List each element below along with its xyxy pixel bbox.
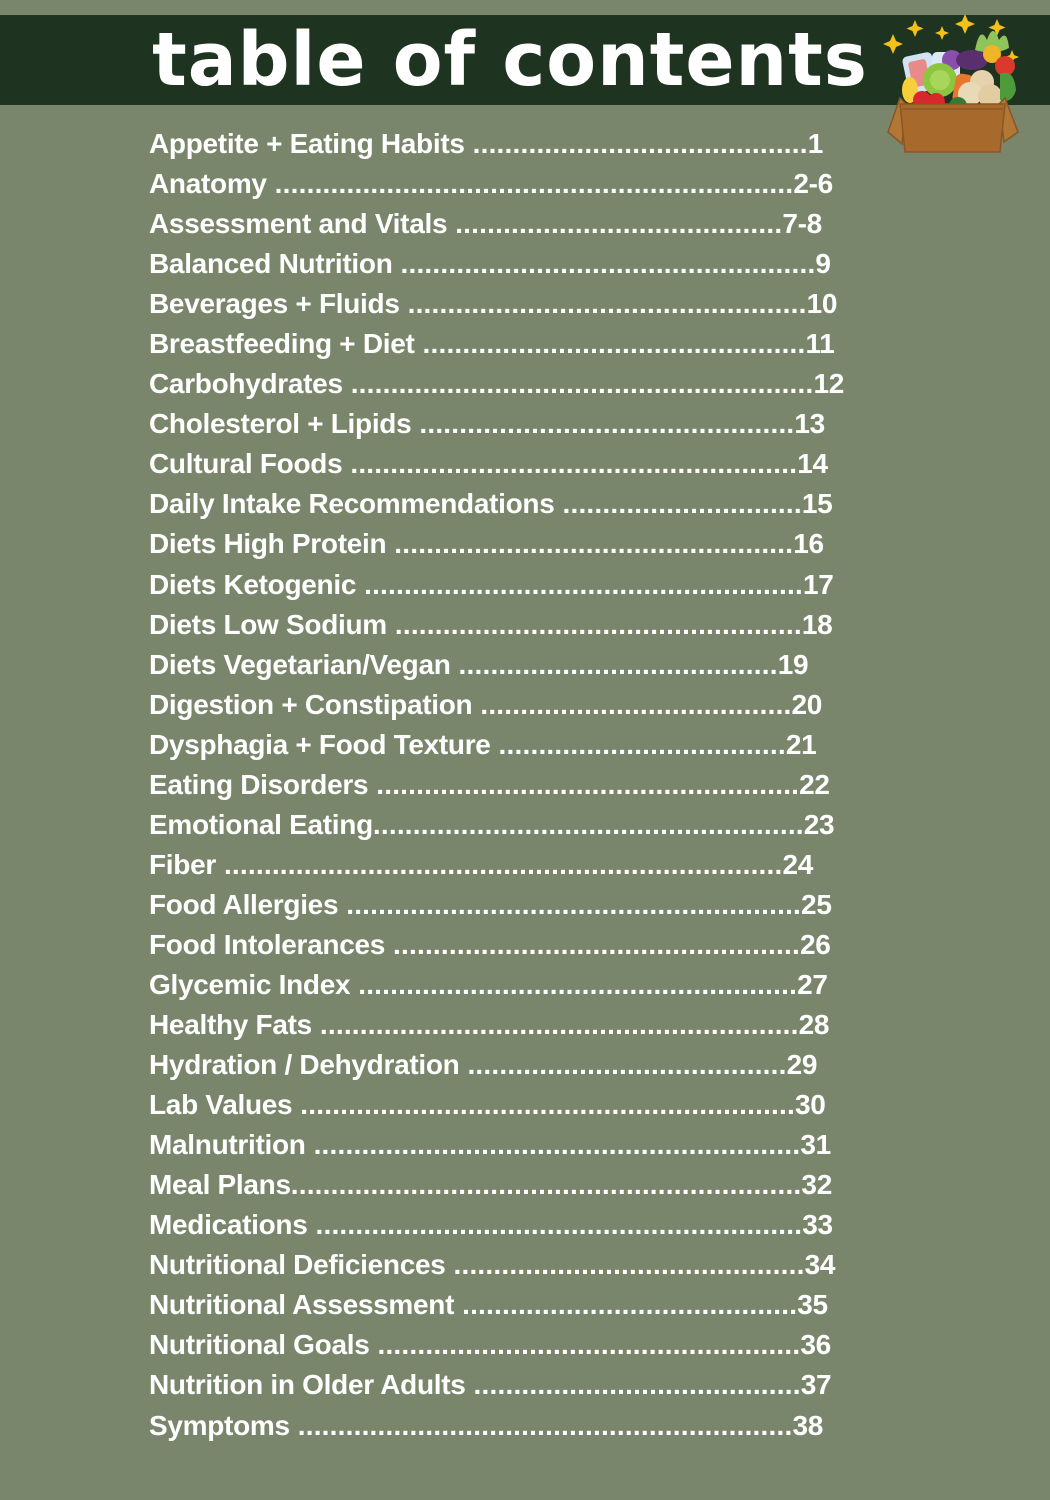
toc-entry-breastfeeding-diet[interactable] [149,324,889,364]
toc-entry-dysphagia[interactable] [149,725,889,765]
dot-leader: .............................................................. [292,1089,795,1121]
dot-leader: ............................................................. [307,1209,803,1241]
toc-entry-lab-values[interactable] [149,1085,889,1125]
toc-label: Cholesterol + Lipids [149,408,412,440]
toc-page-number: 11 [805,328,835,360]
toc-entry-diets-ketogenic[interactable] [149,565,889,605]
toc-page-number: 35 [797,1289,828,1321]
toc-entry-nutritional-deficiences[interactable] [149,1245,889,1285]
produce-box-icon [880,12,1025,160]
dot-leader: ....................................................... [356,568,803,600]
toc-page-number: 7-8 [782,208,822,240]
toc-entry-appetite[interactable] [149,124,889,164]
dot-leader: ........................................ [450,648,778,680]
toc-entry-food-allergies[interactable] [149,885,889,925]
toc-entry-cholesterol-lipids[interactable] [149,404,889,444]
toc-page-number: 23 [803,808,835,840]
toc-entry-diets-low-sodium[interactable] [149,605,889,645]
toc-label: Breastfeeding + Diet [149,328,415,360]
toc-entry-digestion[interactable] [149,685,889,725]
toc-entry-healthy-fats[interactable] [149,1005,889,1045]
toc-entry-glycemic-index[interactable] [149,965,889,1005]
dot-leader: ....................................................... [350,968,798,1000]
toc-label: Diets Vegetarian/Vegan [149,648,451,680]
dot-leader: ................................................................ [290,1169,802,1201]
toc-entry-assessment-vitals[interactable] [149,204,889,244]
dot-leader: ......................................... [465,1369,801,1401]
toc-page-number: 36 [800,1329,831,1361]
dot-leader: ................................................... [385,928,800,960]
toc-label: Digestion + Constipation [149,688,473,720]
dot-leader: ................................................ [414,328,806,360]
dot-leader: ...................................................................... [215,848,783,880]
toc-page-number: 15 [801,488,833,520]
toc-entry-fiber[interactable] [149,845,889,885]
toc-entry-diets-vegetarian[interactable] [149,645,889,685]
toc-label: Food Intolerances [149,928,386,960]
toc-page-number: 1 [807,128,824,159]
toc-page-number: 28 [798,1009,830,1041]
toc-page-number: 31 [800,1129,831,1161]
dot-leader: ......................................... [447,208,783,240]
toc-page-number: 32 [801,1169,832,1201]
toc-label: Diets Ketogenic [149,568,357,600]
toc-page-number: 18 [801,608,833,640]
dot-leader: .......................................... [454,1289,798,1321]
dot-leader: .......................................... [464,128,808,159]
toc-entry-hydration[interactable] [149,1045,889,1085]
toc-page-number: 26 [799,928,831,960]
toc-label: Hydration / Dehydration [149,1049,460,1081]
toc-label: Beverages + Fluids [149,288,400,320]
toc-page-number: 12 [813,368,845,400]
dot-leader: .................................................. [386,528,794,560]
toc-page-number: 21 [785,728,817,760]
toc-label: Diets Low Sodium [149,608,387,640]
dot-leader: ........................................ [459,1049,787,1081]
toc-label: Food Allergies [149,888,339,920]
dot-leader: .............................. [554,488,802,520]
toc-label: Nutritional Deficiences [149,1249,446,1281]
toc-label: Dysphagia + Food Texture [149,728,491,760]
toc-label: Cultural Foods [149,448,343,480]
toc-entry-cultural-foods[interactable] [149,444,889,484]
toc-label: Fiber [149,848,216,880]
toc-page-number: 19 [777,648,809,680]
toc-label: Nutrition in Older Adults [149,1369,466,1401]
toc-page-number: 29 [786,1049,818,1081]
toc-entry-meal-plans[interactable] [149,1165,889,1205]
toc-page-number: 30 [795,1089,826,1121]
toc-entry-nutritional-assessment[interactable] [149,1285,889,1325]
toc-label: Eating Disorders [149,768,369,800]
dot-leader: ......................................................... [338,888,802,920]
toc-label: Glycemic Index [149,968,351,1000]
toc-page-number: 14 [797,448,828,480]
toc-label: Daily Intake Recommendations [149,488,555,520]
toc-label: Emotional Eating [149,808,373,840]
toc-label: Medications [149,1209,308,1241]
toc-page-number: 33 [802,1209,833,1241]
dot-leader: .................................................. [399,288,807,320]
toc-page-number: 10 [806,288,838,320]
toc-page-number: 9 [815,248,831,280]
toc-entry-diets-high-protein[interactable] [149,524,889,564]
toc-entry-eating-disorders[interactable] [149,765,889,805]
dot-leader: ..................................................... [369,1329,801,1361]
toc-label: Assessment and Vitals [149,208,448,240]
dot-leader: .............................................................. [289,1409,793,1441]
toc-label: Healthy Fats [149,1009,312,1041]
page-title: table of contents [152,17,868,103]
toc-entry-beverages-fluids[interactable] [149,284,889,324]
toc-page-number: 38 [792,1409,823,1441]
toc-entry-balanced-nutrition[interactable] [149,244,889,284]
toc-label: Malnutrition [149,1129,306,1161]
toc-entry-food-intolerances[interactable] [149,925,889,965]
dot-leader: .......................................................... [342,368,814,400]
dot-leader: ........................................................ [342,448,798,480]
toc-label: Anatomy [149,168,267,200]
toc-label: Diets High Protein [149,528,387,560]
toc-page-number: 22 [799,768,830,800]
toc-label: Nutritional Goals [149,1329,370,1361]
dot-leader: ............................................... [411,408,795,440]
toc-page-number: 34 [804,1249,836,1281]
dot-leader: ............................................ [445,1249,805,1281]
toc-label: Carbohydrates [149,368,343,400]
toc-label: Balanced Nutrition [149,248,393,280]
dot-leader: ..................................................... [368,768,800,800]
toc-page-number: 27 [797,968,828,1000]
toc-label: Symptoms [149,1409,290,1441]
dot-leader: .................................................... [392,248,816,280]
dot-leader: ................................................................. [266,168,794,200]
toc-page-number: 13 [794,408,825,440]
toc-list [149,124,889,1446]
dot-leader: ............................................................ [311,1009,799,1041]
toc-entry-daily-intake[interactable] [149,484,889,524]
toc-entry-anatomy[interactable] [149,164,889,204]
dot-leader: ...................................................... [372,808,804,840]
toc-entry-older-adults[interactable] [149,1365,889,1405]
toc-page-number: 20 [791,688,823,720]
toc-label: Lab Values [149,1089,293,1121]
toc-page-number: 2-6 [793,168,833,200]
toc-page-number: 37 [800,1369,832,1401]
toc-page-number: 17 [802,568,834,600]
toc-label: Appetite + Eating Habits [149,128,465,159]
toc-label: Meal Plans [149,1169,291,1201]
toc-entry-symptoms[interactable] [149,1406,889,1446]
dot-leader: ....................................... [472,688,792,720]
toc-entry-nutritional-goals[interactable] [149,1325,889,1365]
dot-leader: .................................... [490,728,786,760]
toc-page-number: 16 [793,528,824,560]
toc-entry-emotional-eating[interactable] [149,805,889,845]
toc-entry-carbohydrates[interactable] [149,364,889,404]
toc-page-number: 24 [782,848,814,880]
dot-leader: ............................................................. [305,1129,801,1161]
toc-entry-malnutrition[interactable] [149,1125,889,1165]
toc-entry-medications[interactable] [149,1205,889,1245]
toc-label: Nutritional Assessment [149,1289,455,1321]
dot-leader: ................................................... [386,608,802,640]
toc-page-number: 25 [801,888,832,920]
